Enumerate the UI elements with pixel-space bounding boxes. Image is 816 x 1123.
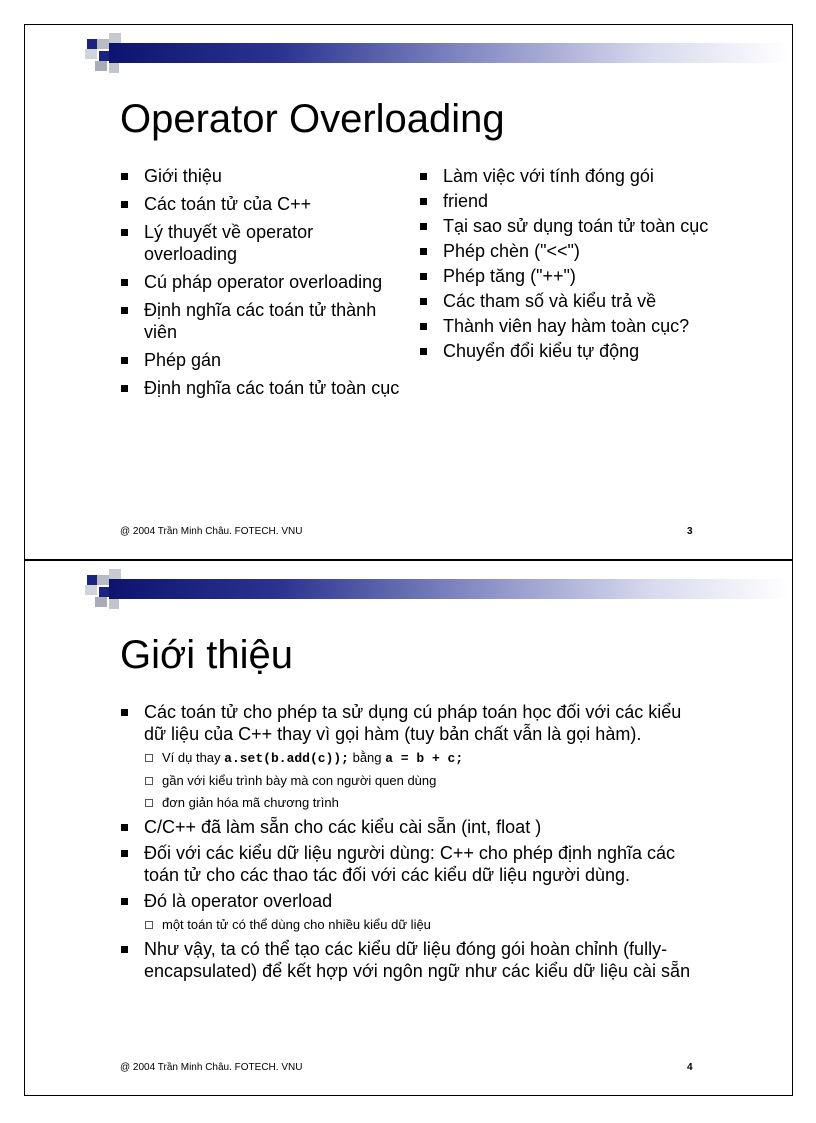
title-banner	[109, 43, 789, 63]
list-item: Thành viên hay hàm toàn cục?	[419, 315, 709, 337]
list-item: Tại sao sử dụng toán tử toàn cục	[419, 215, 709, 237]
right-bullet-list	[419, 165, 709, 365]
code-snippet: a.set(b.add(c));	[224, 751, 349, 766]
list-item	[120, 890, 695, 936]
list-item: Các toán tử của C++	[120, 193, 410, 215]
list-item: Các tham số và kiểu trả về	[419, 290, 709, 312]
left-bullet-list	[120, 165, 410, 405]
list-item-text: Đó là operator overload	[144, 891, 333, 911]
sub-list-item: gần với kiểu trình bày mà con người quen dùng	[144, 770, 695, 792]
sub-list-item: đơn giản hóa mã chương trình	[144, 792, 695, 814]
page-number: 3	[687, 526, 693, 537]
list-item: Phép tăng ("++")	[419, 265, 709, 287]
slide-footer: @ 2004 Trần Minh Châu. FOTECH. VNU	[120, 1062, 303, 1073]
page-number: 4	[687, 1062, 693, 1073]
list-item: friend	[419, 190, 709, 212]
list-item: Chuyển đổi kiểu tự động	[419, 340, 709, 362]
bullet-list	[120, 701, 695, 982]
list-item: Phép chèn ("<<")	[419, 240, 709, 262]
list-item: Phép gán	[120, 349, 410, 371]
list-item: Định nghĩa các toán tử thành viên	[120, 299, 410, 343]
sub-list-item	[144, 747, 695, 770]
list-item	[120, 701, 695, 814]
sub-list	[144, 747, 695, 814]
list-item: Đối với các kiểu dữ liệu người dùng: C++ cho phép định nghĩa các toán tử cho các thao tác đối với các kiểu dữ liệu người dùng.	[120, 842, 695, 886]
sub-text: bằng	[348, 750, 386, 765]
slide-3	[24, 24, 793, 560]
list-item: Như vậy, ta có thể tạo các kiểu dữ liệu đóng gói hoàn chỉnh (fully-encapsulated) để kết hợp với ngôn ngữ như các kiểu dữ liệu cài sẵn	[120, 938, 695, 982]
list-item: Lý thuyết về operator overloading	[120, 221, 410, 265]
slide-title: Operator Overloading	[120, 97, 505, 141]
slide-4	[24, 560, 793, 1096]
list-item-text: Các toán tử cho phép ta sử dụng cú pháp toán học đối với các kiểu dữ liệu của C++ thay vì gọi hàm (tuy bản chất vẫn là gọi hàm).	[144, 702, 682, 744]
code-snippet: a = b + c;	[385, 751, 464, 766]
sub-list-item: một toán tử có thể dùng cho nhiều kiểu dữ liệu	[144, 914, 695, 936]
sub-list	[144, 914, 695, 936]
sub-text: Ví dụ thay	[162, 750, 225, 765]
list-item: C/C++ đã làm sẵn cho các kiểu cài sẵn (int, float )	[120, 816, 695, 838]
slide-footer: @ 2004 Trần Minh Châu. FOTECH. VNU	[120, 526, 303, 537]
list-item: Giới thiệu	[120, 165, 410, 187]
list-item: Cú pháp operator overloading	[120, 271, 410, 293]
list-item: Định nghĩa các toán tử toàn cục	[120, 377, 410, 399]
title-decoration	[25, 25, 793, 85]
title-banner	[109, 579, 789, 599]
slide-title: Giới thiệu	[120, 633, 293, 677]
title-decoration	[25, 561, 793, 621]
list-item: Làm việc với tính đóng gói	[419, 165, 709, 187]
